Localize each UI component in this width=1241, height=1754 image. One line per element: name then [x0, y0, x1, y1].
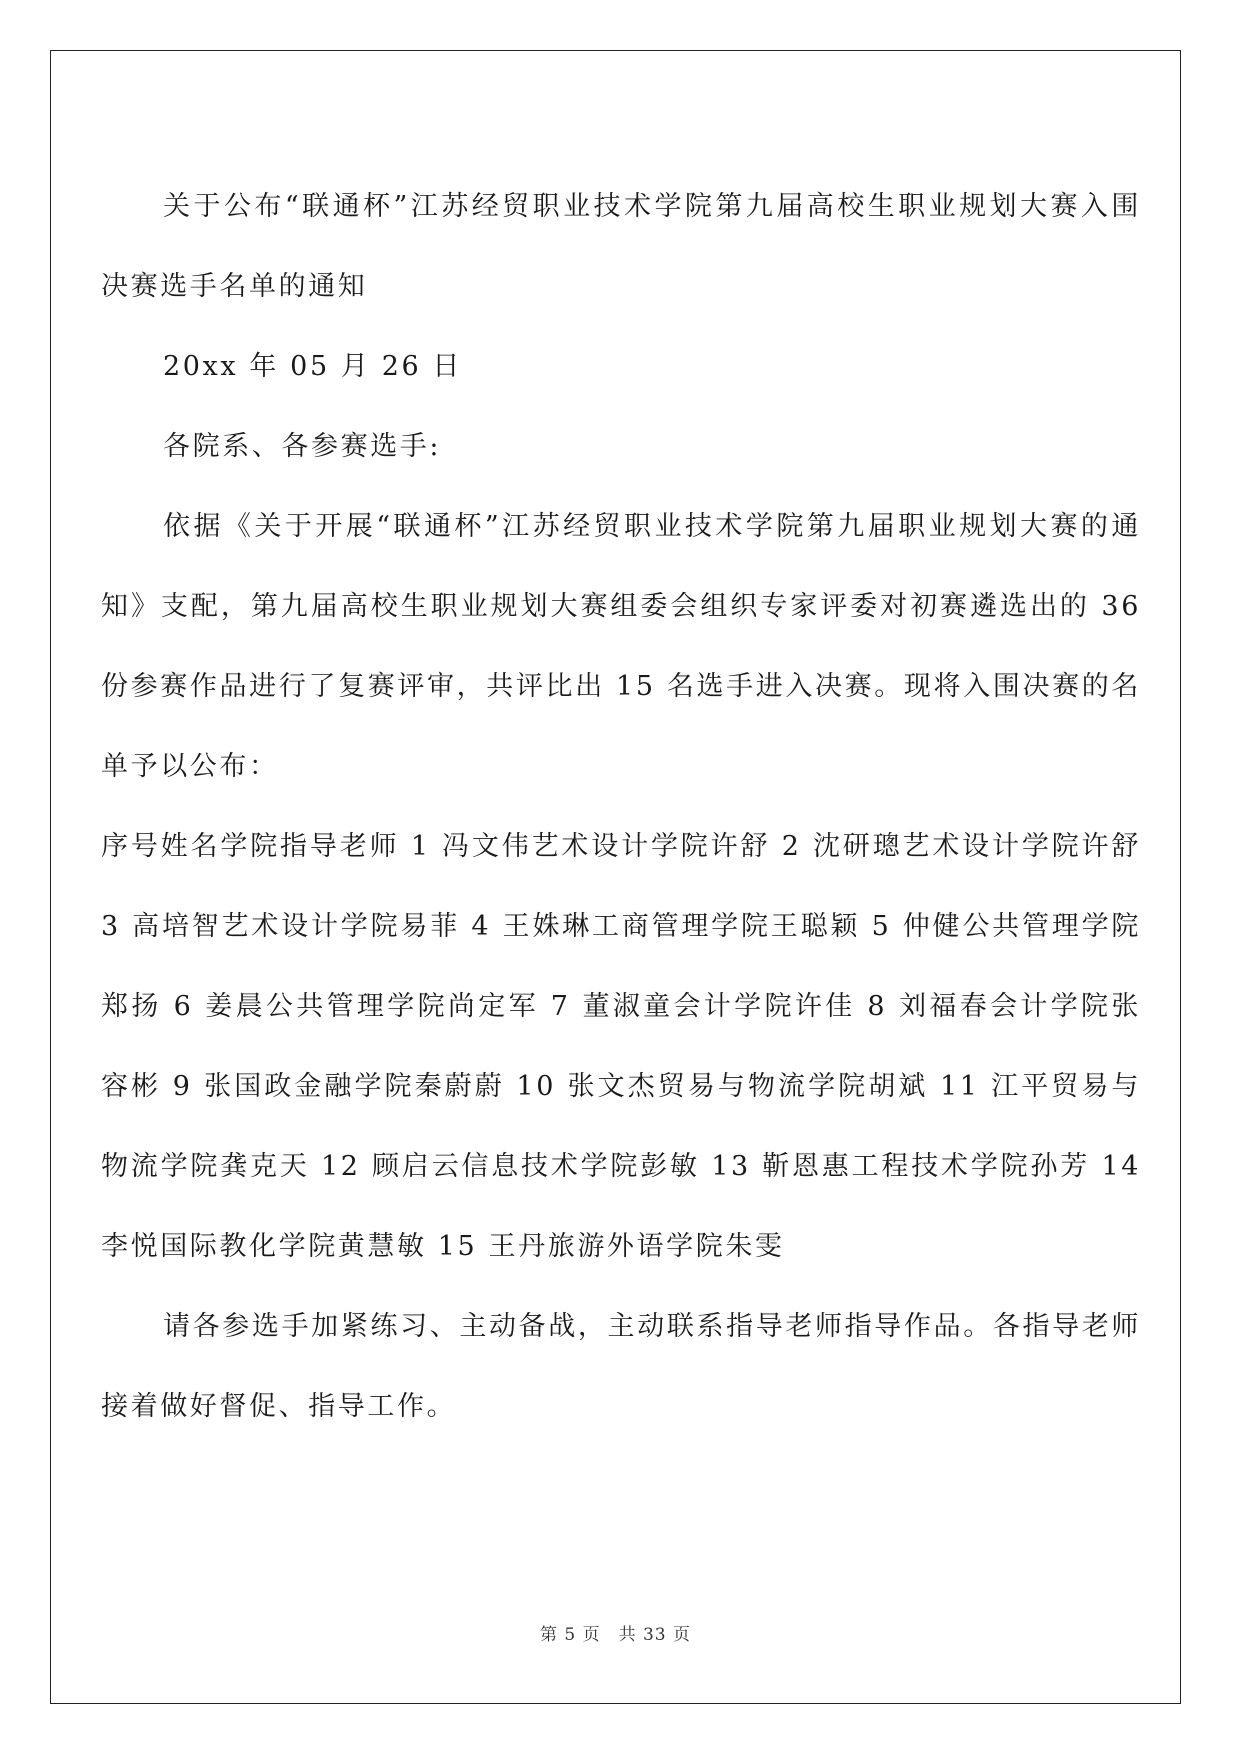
salutation: 各院系、各参赛选手:	[163, 431, 442, 462]
page-number: 第 5 页	[539, 1625, 601, 1645]
closing-paragraph: 请各参选手加紧练习、主动备战，主动联系指导老师指导作品。各指导老师接着做好督促、指导工作。	[101, 1311, 1141, 1422]
body-paragraph: 依据《关于开展“联通杯”江苏经贸职业技术学院第九届职业规划大赛的通知》支配，第九届高校生职业规划大赛组委会组织专家评委对初赛遴选出的 36 份参赛作品进行了复赛评审，共评比出 15 名选手进入决赛。现将入围决赛的名单予以公布：	[101, 511, 1141, 782]
finalist-list: 序号姓名学院指导老师 1 冯文伟艺术设计学院许舒 2 沈研璁艺术设计学院许舒 3 高培智艺术设计学院易菲 4 王姝琳工商管理学院王聪颖 5 仲健公共管理学院郑扬 6 姜晨公共管理学院尚定军 7 董淑童会计学院许佳 8 刘福春会计学院张容彬 9 张国政金融学院秦蔚蔚 10 张文杰贸易与物流学院胡斌 11 江平贸易与物流学院龚克天 12 顾启云信息技术学院彭敏 13 靳恩惠工程技术学院孙芳 14 李悦国际教化学院黄慧敏 15 王丹旅游外语学院朱雯	[101, 831, 1141, 1262]
document-date: 20xx 年 05 月 26 日	[163, 351, 463, 382]
page-footer	[0, 1620, 1231, 1645]
document-title: 关于公布“联通杯”江苏经贸职业技术学院第九届高校生职业规划大赛入围决赛选手名单的通知	[101, 191, 1141, 302]
document-body	[101, 167, 1141, 1447]
page-total: 共 33 页	[618, 1625, 692, 1645]
